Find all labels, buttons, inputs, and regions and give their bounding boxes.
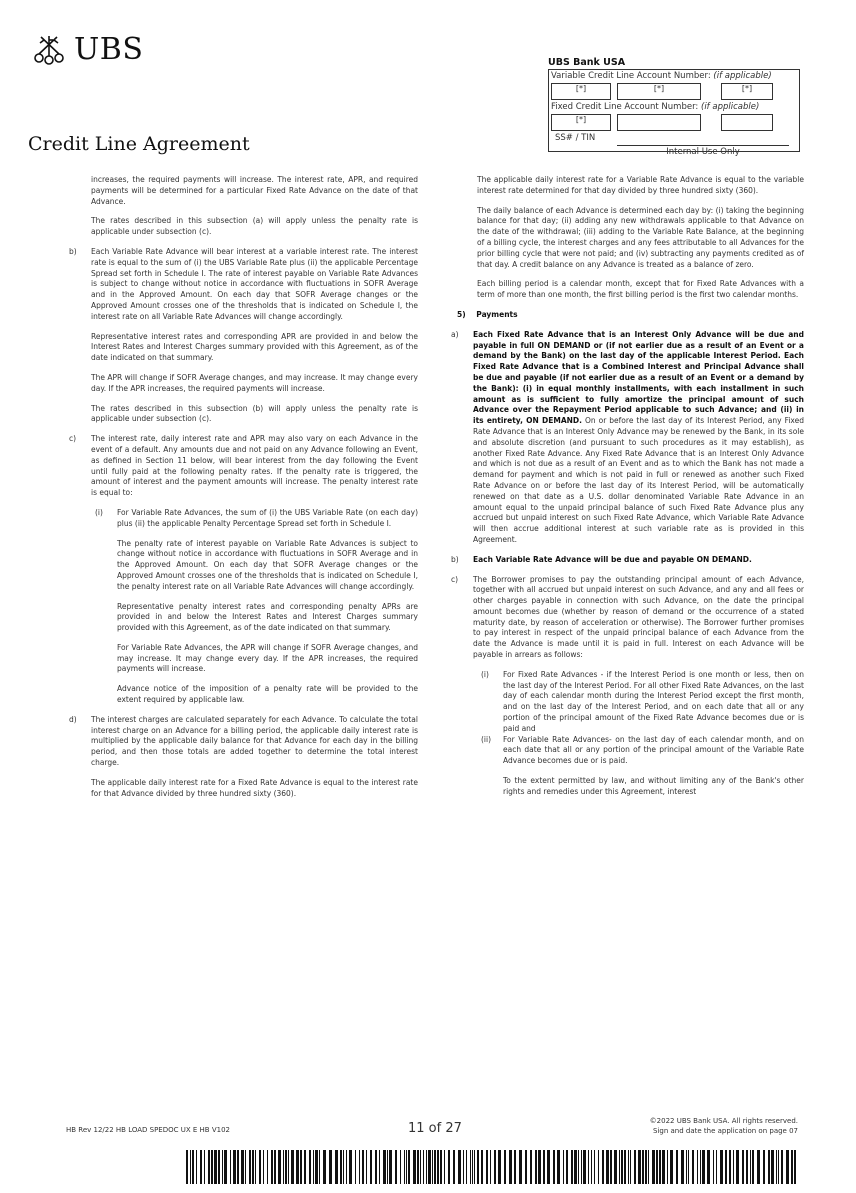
- barcode-bar: [514, 1150, 516, 1184]
- barcode-bar: [630, 1150, 631, 1184]
- barcode-bar: [404, 1150, 405, 1184]
- barcode-bar: [413, 1150, 416, 1184]
- fixed-account-label: Fixed Credit Line Account Number: (if applicable): [551, 102, 760, 112]
- barcode-bar: [375, 1150, 377, 1184]
- barcode-bar: [423, 1150, 424, 1184]
- barcode-bar: [530, 1150, 532, 1184]
- paragraph: The applicable daily interest rate for a Variable Rate Advance is equal to the variable interest rate determined for that day divided by three hundred sixty (360).: [477, 175, 804, 195]
- barcode-bar: [233, 1150, 236, 1184]
- barcode-bar: [237, 1150, 239, 1184]
- form-code: HB Rev 12/22 HB LOAD SPEDOC UX E HB V102: [66, 1126, 230, 1134]
- barcode-bar: [408, 1150, 410, 1184]
- barcode-bar: [659, 1150, 661, 1184]
- barcode-bar: [498, 1150, 501, 1184]
- barcode-bar: [574, 1150, 577, 1184]
- paragraph: Representative penalty interest rates and corresponding penalty APRs are provided in and below the Interest Rates and Interest Charges summary provided with this Agreement, as of the date indicated on that summary.: [117, 601, 418, 633]
- variable-account-field[interactable]: [*]: [617, 83, 701, 100]
- barcode-bar: [519, 1150, 522, 1184]
- barcode-bar: [791, 1150, 793, 1184]
- barcode-bar: [245, 1150, 246, 1184]
- barcode-bar: [733, 1150, 734, 1184]
- barcode-bar: [432, 1150, 433, 1184]
- barcode-bar: [230, 1150, 231, 1184]
- barcode-bar: [725, 1150, 727, 1184]
- barcode-bar: [355, 1150, 356, 1184]
- left-column: [69, 175, 418, 808]
- paragraph: The rates described in this subsection (b) will apply unless the penalty rate is applicable under subsection (c).: [91, 403, 418, 424]
- barcode-bar: [648, 1150, 649, 1184]
- barcode-bar: [794, 1150, 796, 1184]
- bank-account-box: [548, 57, 800, 152]
- barcode-bar: [420, 1150, 421, 1184]
- paragraph: Representative interest rates and corresponding APR are provided in and below the Interest Rates and Interest Charges summary provided with this Agreement, as of the date indicated on that summary.: [91, 331, 418, 363]
- barcode-bar: [218, 1150, 220, 1184]
- barcode-bar: [359, 1150, 360, 1184]
- paragraph: The rates described in this subsection (a) will apply unless the penalty rate is applicable under subsection (c).: [91, 216, 418, 237]
- barcode-bar: [742, 1150, 744, 1184]
- barcode-bar: [763, 1150, 765, 1184]
- barcode-bar: [750, 1150, 751, 1184]
- barcode-bar: [692, 1150, 694, 1184]
- barcode-bar: [490, 1150, 491, 1184]
- barcode-bar: [196, 1150, 197, 1184]
- barcode-bar: [778, 1150, 779, 1184]
- barcode-bar: [343, 1150, 344, 1184]
- barcode-bar: [736, 1150, 739, 1184]
- barcode-bar: [255, 1150, 256, 1184]
- barcode-bar: [458, 1150, 461, 1184]
- paragraph: The Borrower promises to pay the outstanding principal amount of each Advance, together with all accrued but unpaid interest on such Advance, and any and all fees or other charges payable in connection with such Advance, on the date the principal amount becomes due (whether by reason of demand or the occurrence of a stated maturity date, by reason of acceleration or otherwise). The Borrower further promises to pay interest in respect of the unpaid principal balance of each Advance from the date the Advance is made until it is paid in full. Interest on each Advance will be payable in arrears as follows:: [473, 574, 804, 660]
- barcode-bar: [598, 1150, 599, 1184]
- barcode-bar: [323, 1150, 326, 1184]
- barcode-bar: [700, 1150, 701, 1184]
- barcode-bar: [581, 1150, 582, 1184]
- barcode-bar: [470, 1150, 471, 1184]
- payments-c: [451, 574, 804, 661]
- barcode-bar: [192, 1150, 194, 1184]
- barcode-bar: [619, 1150, 620, 1184]
- right-column: [451, 175, 804, 807]
- paragraph: The interest charges are calculated separately for each Advance. To calculate the total interest charge on an Advance for a billing period, the applicable daily interest rate is multiplied by the applicable daily balance for that Advance for each day in the billing period, and then those totals are added together to determine the total interest charge.: [91, 714, 418, 768]
- barcode-bar: [486, 1150, 488, 1184]
- barcode-bar: [504, 1150, 506, 1184]
- barcode-bar: [638, 1150, 641, 1184]
- barcode-bar: [453, 1150, 455, 1184]
- barcode-bar: [634, 1150, 636, 1184]
- variable-account-field[interactable]: [*]: [551, 83, 611, 100]
- barcode-bar: [688, 1150, 689, 1184]
- barcode-bar: [713, 1150, 714, 1184]
- barcode-bar: [224, 1150, 227, 1184]
- barcode-bar: [437, 1150, 439, 1184]
- barcode-bar: [263, 1150, 264, 1184]
- list-marker: c): [69, 434, 77, 444]
- barcode-bar: [553, 1150, 555, 1184]
- barcode-bar: [214, 1150, 217, 1184]
- barcode-bar: [494, 1150, 496, 1184]
- barcode-bar: [309, 1150, 311, 1184]
- variable-account-field[interactable]: [*]: [721, 83, 773, 100]
- barcode-bar: [288, 1150, 289, 1184]
- barcode-bar: [667, 1150, 668, 1184]
- barcode-bar: [571, 1150, 573, 1184]
- paragraph: For Variable Rate Advances, the sum of (i) the UBS Variable Rate (on each day) plus (ii) the applicable Penalty Percentage Spread set forth in Schedule I.: [117, 507, 418, 528]
- barcode-bar: [662, 1150, 665, 1184]
- barcode-bar: [642, 1150, 644, 1184]
- list-marker: a): [451, 329, 459, 339]
- ubs-logo: [30, 32, 143, 67]
- barcode-bar: [186, 1150, 188, 1184]
- barcode-bar: [614, 1150, 617, 1184]
- section-number: 5): [457, 309, 466, 319]
- barcode-bar: [319, 1150, 320, 1184]
- barcode-bar: [670, 1150, 673, 1184]
- brand-name: UBS: [74, 32, 144, 67]
- barcode-bar: [406, 1150, 407, 1184]
- barcode-bar: [340, 1150, 342, 1184]
- barcode-bar: [707, 1150, 710, 1184]
- barcode-bar: [271, 1150, 273, 1184]
- barcode-bar: [606, 1150, 609, 1184]
- barcode-bar: [296, 1150, 299, 1184]
- paragraph: Each Variable Rate Advance will be due and payable ON DEMAND.: [473, 554, 752, 564]
- barcode-bar: [362, 1150, 364, 1184]
- barcode-bar: [400, 1150, 401, 1184]
- barcode-bar: [259, 1150, 261, 1184]
- list-marker: d): [69, 714, 77, 724]
- barcode-bar: [211, 1150, 213, 1184]
- fixed-account-field[interactable]: [617, 114, 701, 131]
- barcode-bar: [602, 1150, 604, 1184]
- barcode-bar: [304, 1150, 306, 1184]
- barcode-bar: [335, 1150, 338, 1184]
- ssn-label: SS# / TIN: [555, 133, 596, 143]
- barcode-bar: [222, 1150, 223, 1184]
- barcode-bar: [583, 1150, 586, 1184]
- barcode-bar: [768, 1150, 770, 1184]
- barcode-bar: [426, 1150, 427, 1184]
- barcode-bar: [535, 1150, 537, 1184]
- barcode-bar: [315, 1150, 318, 1184]
- barcode-bar: [389, 1150, 392, 1184]
- barcode-bar: [557, 1150, 560, 1184]
- subsection-b: [69, 246, 418, 323]
- list-marker: (i): [481, 669, 489, 679]
- paragraph: Each Variable Rate Advance will bear interest at a variable interest rate. The interest rate is equal to the sum of (i) the UBS Variable Rate plus (ii) the applicable Percentage Spread set forth in Schedule I. The rate of interest payable on Variable Rate Advances is subject to change without notice in accordance with fluctuations in SOFR Average and in the Approved Amount. On each day that SOFR Average changes or the Approved Amount crosses one of the thresholds that is indicated on Schedule I, the interest rate on all Variable Rate Advances will change accordingly.: [91, 246, 418, 321]
- barcode-bar: [200, 1150, 202, 1184]
- barcode-bar: [190, 1150, 191, 1184]
- barcode-bar: [370, 1150, 372, 1184]
- paragraph: For Variable Rate Advances- on the last day of each calendar month, and on each date that all or any portion of the principal amount of the Variable Rate Advance becomes due or is paid.: [503, 734, 804, 766]
- paragraph: increases, the required payments will increase. The interest rate, APR, and required payments will be determined for a particular Fixed Rate Advance on the date of that Advance.: [91, 175, 418, 206]
- barcode-bar: [379, 1150, 380, 1184]
- fixed-account-fields: [551, 114, 796, 131]
- barcode-bar: [681, 1150, 684, 1184]
- barcode-bar: [383, 1150, 386, 1184]
- subsection-d: [69, 714, 418, 769]
- barcode-bar: [578, 1150, 579, 1184]
- barcode-bar: [624, 1150, 626, 1184]
- barcode-bar: [474, 1150, 475, 1184]
- paragraph: The applicable daily interest rate for a Fixed Rate Advance is equal to the interest rate for that Advance divided by three hundred sixty (360).: [91, 777, 418, 798]
- barcode-bar: [645, 1150, 647, 1184]
- variable-account-fields: [551, 83, 796, 100]
- barcode-bar: [428, 1150, 431, 1184]
- barcode-bar: [752, 1150, 754, 1184]
- barcode-bar: [300, 1150, 302, 1184]
- barcode-bar: [346, 1150, 347, 1184]
- barcode-bar: [472, 1150, 473, 1184]
- subsection-c: [69, 434, 418, 499]
- subsection-c-i: [95, 507, 418, 706]
- barcode-bar: [387, 1150, 388, 1184]
- barcode-bar: [366, 1150, 367, 1184]
- barcode-bar: [781, 1150, 783, 1184]
- barcode-bar: [591, 1150, 592, 1184]
- barcode-bar: [267, 1150, 268, 1184]
- barcode-bar: [702, 1150, 705, 1184]
- paragraph: To the extent permitted by law, and without limiting any of the Bank's other rights and remedies under this Agreement, interest: [503, 776, 804, 796]
- payments-c-items: [481, 669, 804, 798]
- payments-a: [451, 329, 804, 546]
- paragraph: Each billing period is a calendar month, except that for Fixed Rate Advances with a term of more than one month, the first billing period is the first two calendar months.: [477, 279, 804, 300]
- barcode-bar: [204, 1150, 205, 1184]
- barcode-bar: [628, 1150, 629, 1184]
- keys-emblem-icon: [30, 34, 68, 66]
- barcode-bar: [566, 1150, 568, 1184]
- barcode-bar: [349, 1150, 352, 1184]
- barcode-bar: [291, 1150, 294, 1184]
- barcode-bar: [274, 1150, 276, 1184]
- barcode-bar: [547, 1150, 550, 1184]
- variable-account-label: Variable Credit Line Account Number: (if applicable): [551, 71, 772, 81]
- barcode-bar: [249, 1150, 251, 1184]
- paragraph: Advance notice of the imposition of a penalty rate will be provided to the extent required by applicable law.: [117, 684, 418, 705]
- barcode-bar: [563, 1150, 564, 1184]
- barcode-bar: [594, 1150, 595, 1184]
- barcode-bar: [477, 1150, 479, 1184]
- payments-b: [451, 554, 804, 566]
- barcode-bar: [656, 1150, 658, 1184]
- barcode-bar: [746, 1150, 748, 1184]
- copyright: ©2022 UBS Bank USA. All rights reserved.: [649, 1117, 798, 1125]
- paragraph: The interest rate, daily interest rate and APR may also vary on each Advance in the event of a default. Any amounts due and not paid on any Advance following an Event, as defined in Section 11 below, will bear interest from the day following the Event until fully paid at the following penalty rates. If the penalty rate is triggered, the amount of interest and the payment amounts will increase. The penalty interest rate is equal to:: [91, 434, 418, 498]
- barcode-bar: [771, 1150, 774, 1184]
- paragraph: Each Fixed Rate Advance that is an Interest Only Advance will be due and payable in full ON DEMAND or (if not earlier due as a result of an Event or a demand by the Bank) on the last day of the applicable Interest Period. Each Fixed Rate Advance that is a Combined Interest and Principal Advance shall be due and payable (if not earlier due as a result of an Event or a demand by the Bank): (i) in equal monthly installments, with each installment in such amount as is sufficient to fully amortize the principal amount of such Advance over the Repayment Period applicable to such Advance; and (ii) in its entirety, ON DEMAND. On or before the last day of its Interest Period, any Fixed Rate Advance that is an Interest Only Advance may be renewed by the Bank, in its sole and absolute discretion (and pursuant to such procedures as it may establish), as another Fixed Rate Advance. Any Fixed Rate Advance that is an Interest Only Advance and which is not due as a result of an Event and as to which the Bank has not made a demand for payment and which is not paid in full or renewed as another such Fixed Rate Advance on or before the last day of its Interest Period, will be automatically renewed on that date as a U.S. dollar denominated Variable Rate Advance in an amount equal to the unpaid principal balance of such Fixed Rate Advance plus any accrued but unpaid interest on such Fixed Rate Advance, which Variable Rate Advance will then accrue additional interest at such variable rate as is provided in this Agreement.: [473, 329, 804, 544]
- list-marker: (i): [95, 507, 103, 517]
- barcode-bar: [525, 1150, 527, 1184]
- barcode-bar: [434, 1150, 436, 1184]
- barcode-bar: [543, 1150, 545, 1184]
- account-frame: [548, 69, 800, 152]
- paragraph: For Variable Rate Advances, the APR will change if SOFR Average changes, and may increase. It may change every day. If the APR increases, the required payments will increase.: [117, 642, 418, 674]
- barcode-bar: [395, 1150, 397, 1184]
- barcode-bar: [440, 1150, 442, 1184]
- footer-notice: [650, 1116, 798, 1136]
- page-number: 11 of 27: [408, 1121, 462, 1136]
- barcode: [186, 1150, 797, 1184]
- fixed-account-field[interactable]: [*]: [551, 114, 611, 131]
- barcode-bar: [278, 1150, 281, 1184]
- barcode-bar: [448, 1150, 450, 1184]
- barcode-bar: [610, 1150, 612, 1184]
- fixed-account-field[interactable]: [721, 114, 773, 131]
- barcode-bar: [786, 1150, 789, 1184]
- barcode-bar: [686, 1150, 687, 1184]
- barcode-bar: [621, 1150, 623, 1184]
- barcode-bar: [463, 1150, 464, 1184]
- bank-name: UBS Bank USA: [548, 57, 626, 68]
- barcode-bar: [329, 1150, 332, 1184]
- barcode-bar: [697, 1150, 698, 1184]
- barcode-bar: [776, 1150, 777, 1184]
- paragraph: The daily balance of each Advance is determined each day by: (i) taking the beginning balance for that day; (ii) adding any new withdrawals applicable to that Advance on the date of the withdrawal; (iii) adding to the Variable Rate Balance, at the beginning of a billing cycle, the interest charges and any fees attributable to all Advances for the prior billing cycle that were not paid; and (iv) subtracting any payments credited as of that day. A credit balance on any Advance is treated as a balance of zero.: [477, 205, 804, 269]
- document-title: Credit Line Agreement: [28, 133, 250, 155]
- barcode-bar: [444, 1150, 445, 1184]
- barcode-bar: [252, 1150, 254, 1184]
- list-marker: (ii): [481, 734, 492, 744]
- paragraph: The APR will change if SOFR Average changes, and may increase. It may change every day. If the APR increases, the required payments will increase.: [91, 372, 418, 393]
- barcode-bar: [481, 1150, 483, 1184]
- paragraph: For Fixed Rate Advances - if the Interest Period is one month or less, then on the last day of the Interest Period. For all other Fixed Rate Advances, on the last day of each calendar month during the Interest Period except the first month, and on the last day of the Interest Period, and on each date that all or any portion of the principal amount of the Fixed Rate Advance becomes due or is paid and: [503, 669, 804, 733]
- sign-note: Sign and date the application on page 07: [652, 1127, 798, 1135]
- barcode-bar: [283, 1150, 284, 1184]
- list-marker: b): [451, 554, 459, 564]
- barcode-bar: [417, 1150, 419, 1184]
- barcode-bar: [241, 1150, 244, 1184]
- barcode-bar: [676, 1150, 678, 1184]
- barcode-bar: [538, 1150, 541, 1184]
- barcode-bar: [720, 1150, 723, 1184]
- section-heading: [457, 310, 804, 321]
- barcode-bar: [466, 1150, 467, 1184]
- paragraph: The penalty rate of interest payable on Variable Rate Advances is subject to change without notice in accordance with fluctuations in SOFR Average and in the Approved Amount. On each day that SOFR Average changes or the Approved Amount crosses one of the thresholds that is indicated on Schedule I, the penalty interest rate on all Variable Rate Advances will change accordingly.: [117, 538, 418, 591]
- barcode-bar: [652, 1150, 655, 1184]
- list-marker: b): [69, 246, 77, 256]
- barcode-bar: [588, 1150, 589, 1184]
- barcode-bar: [313, 1150, 314, 1184]
- barcode-bar: [285, 1150, 287, 1184]
- barcode-bar: [716, 1150, 717, 1184]
- barcode-bar: [757, 1150, 760, 1184]
- list-marker: c): [451, 574, 459, 584]
- barcode-bar: [208, 1150, 210, 1184]
- section-title: Payments: [476, 309, 518, 319]
- barcode-bar: [729, 1150, 731, 1184]
- barcode-bar: [509, 1150, 512, 1184]
- internal-use-label: Internal Use Only: [617, 145, 789, 157]
